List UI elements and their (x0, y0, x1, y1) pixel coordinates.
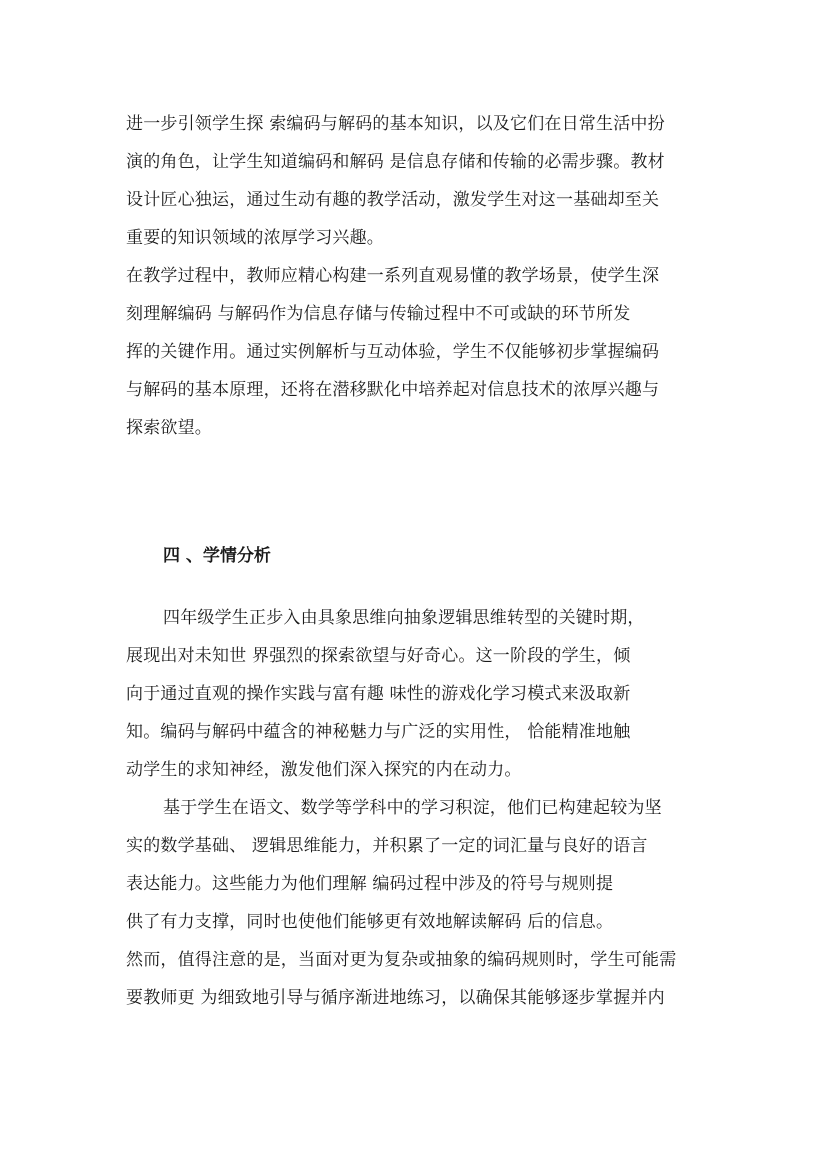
text-line: 刻理解编码 与解码作为信息存储与传输过程中不可或缺的环节所发 (126, 304, 631, 324)
text-line: 向于通过直观的操作实践与富有趣 味性的游戏化学习模式来汲取新 (126, 684, 631, 704)
text-line: 与解码的基本原理，还将在潜移默化中培养起对信息技术的浓厚兴趣与 (126, 380, 660, 400)
text-line: 动学生的求知神经，激发他们深入探究的内在动力。 (126, 760, 522, 780)
text-line: 设计匠心独运，通过生动有趣的教学活动，激发学生对这一基础却至关 (126, 190, 660, 210)
text-line: 进一步引领学生探 索编码与解码的基本知识，以及它们在日常生活中扮 (126, 114, 665, 134)
text-line: 实的数学基础、 逻辑思维能力，并积累了一定的词汇量与良好的语言 (126, 836, 648, 856)
text-line: 四年级学生正步入由具象思维向抽象逻辑思维转型的关键时期， (163, 608, 645, 628)
text-line: 重要的知识领域的浓厚学习兴趣。 (126, 228, 384, 248)
section-heading: 四 、学情分析 (163, 546, 271, 566)
text-line: 在教学过程中，教师应精心构建一系列直观易懂的教学场景，使学生深 (126, 266, 660, 286)
text-line: 表达能力。这些能力为他们理解 编码过程中涉及的符号与规则提 (126, 874, 614, 894)
text-line: 探索欲望。 (126, 418, 212, 438)
text-line: 然而，值得注意的是，当面对更为复杂或抽象的编码规则时，学生可能需 (126, 950, 677, 970)
text-line: 演的角色，让学生知道编码和解码 是信息存储和传输的必需步骤。教材 (126, 152, 665, 172)
text-line: 基于学生在语文、数学等学科中的学习积淀，他们已构建起较为坚 (163, 798, 662, 818)
text-line: 挥的关键作用。通过实例解析与互动体验，学生不仅能够初步掌握编码 (126, 342, 660, 362)
text-line: 要教师更 为细致地引导与循序渐进地练习，以确保其能够逐步掌握并内 (126, 988, 665, 1008)
text-line: 供了有力支撑，同时也使他们能够更有效地解读解码 后的信息。 (126, 912, 614, 932)
text-line: 知。编码与解码中蕴含的神秘魅力与广泛的实用性， 恰能精准地触 (126, 722, 631, 742)
text-line: 展现出对未知世 界强烈的探索欲望与好奇心。这一阶段的学生，倾 (126, 646, 631, 666)
